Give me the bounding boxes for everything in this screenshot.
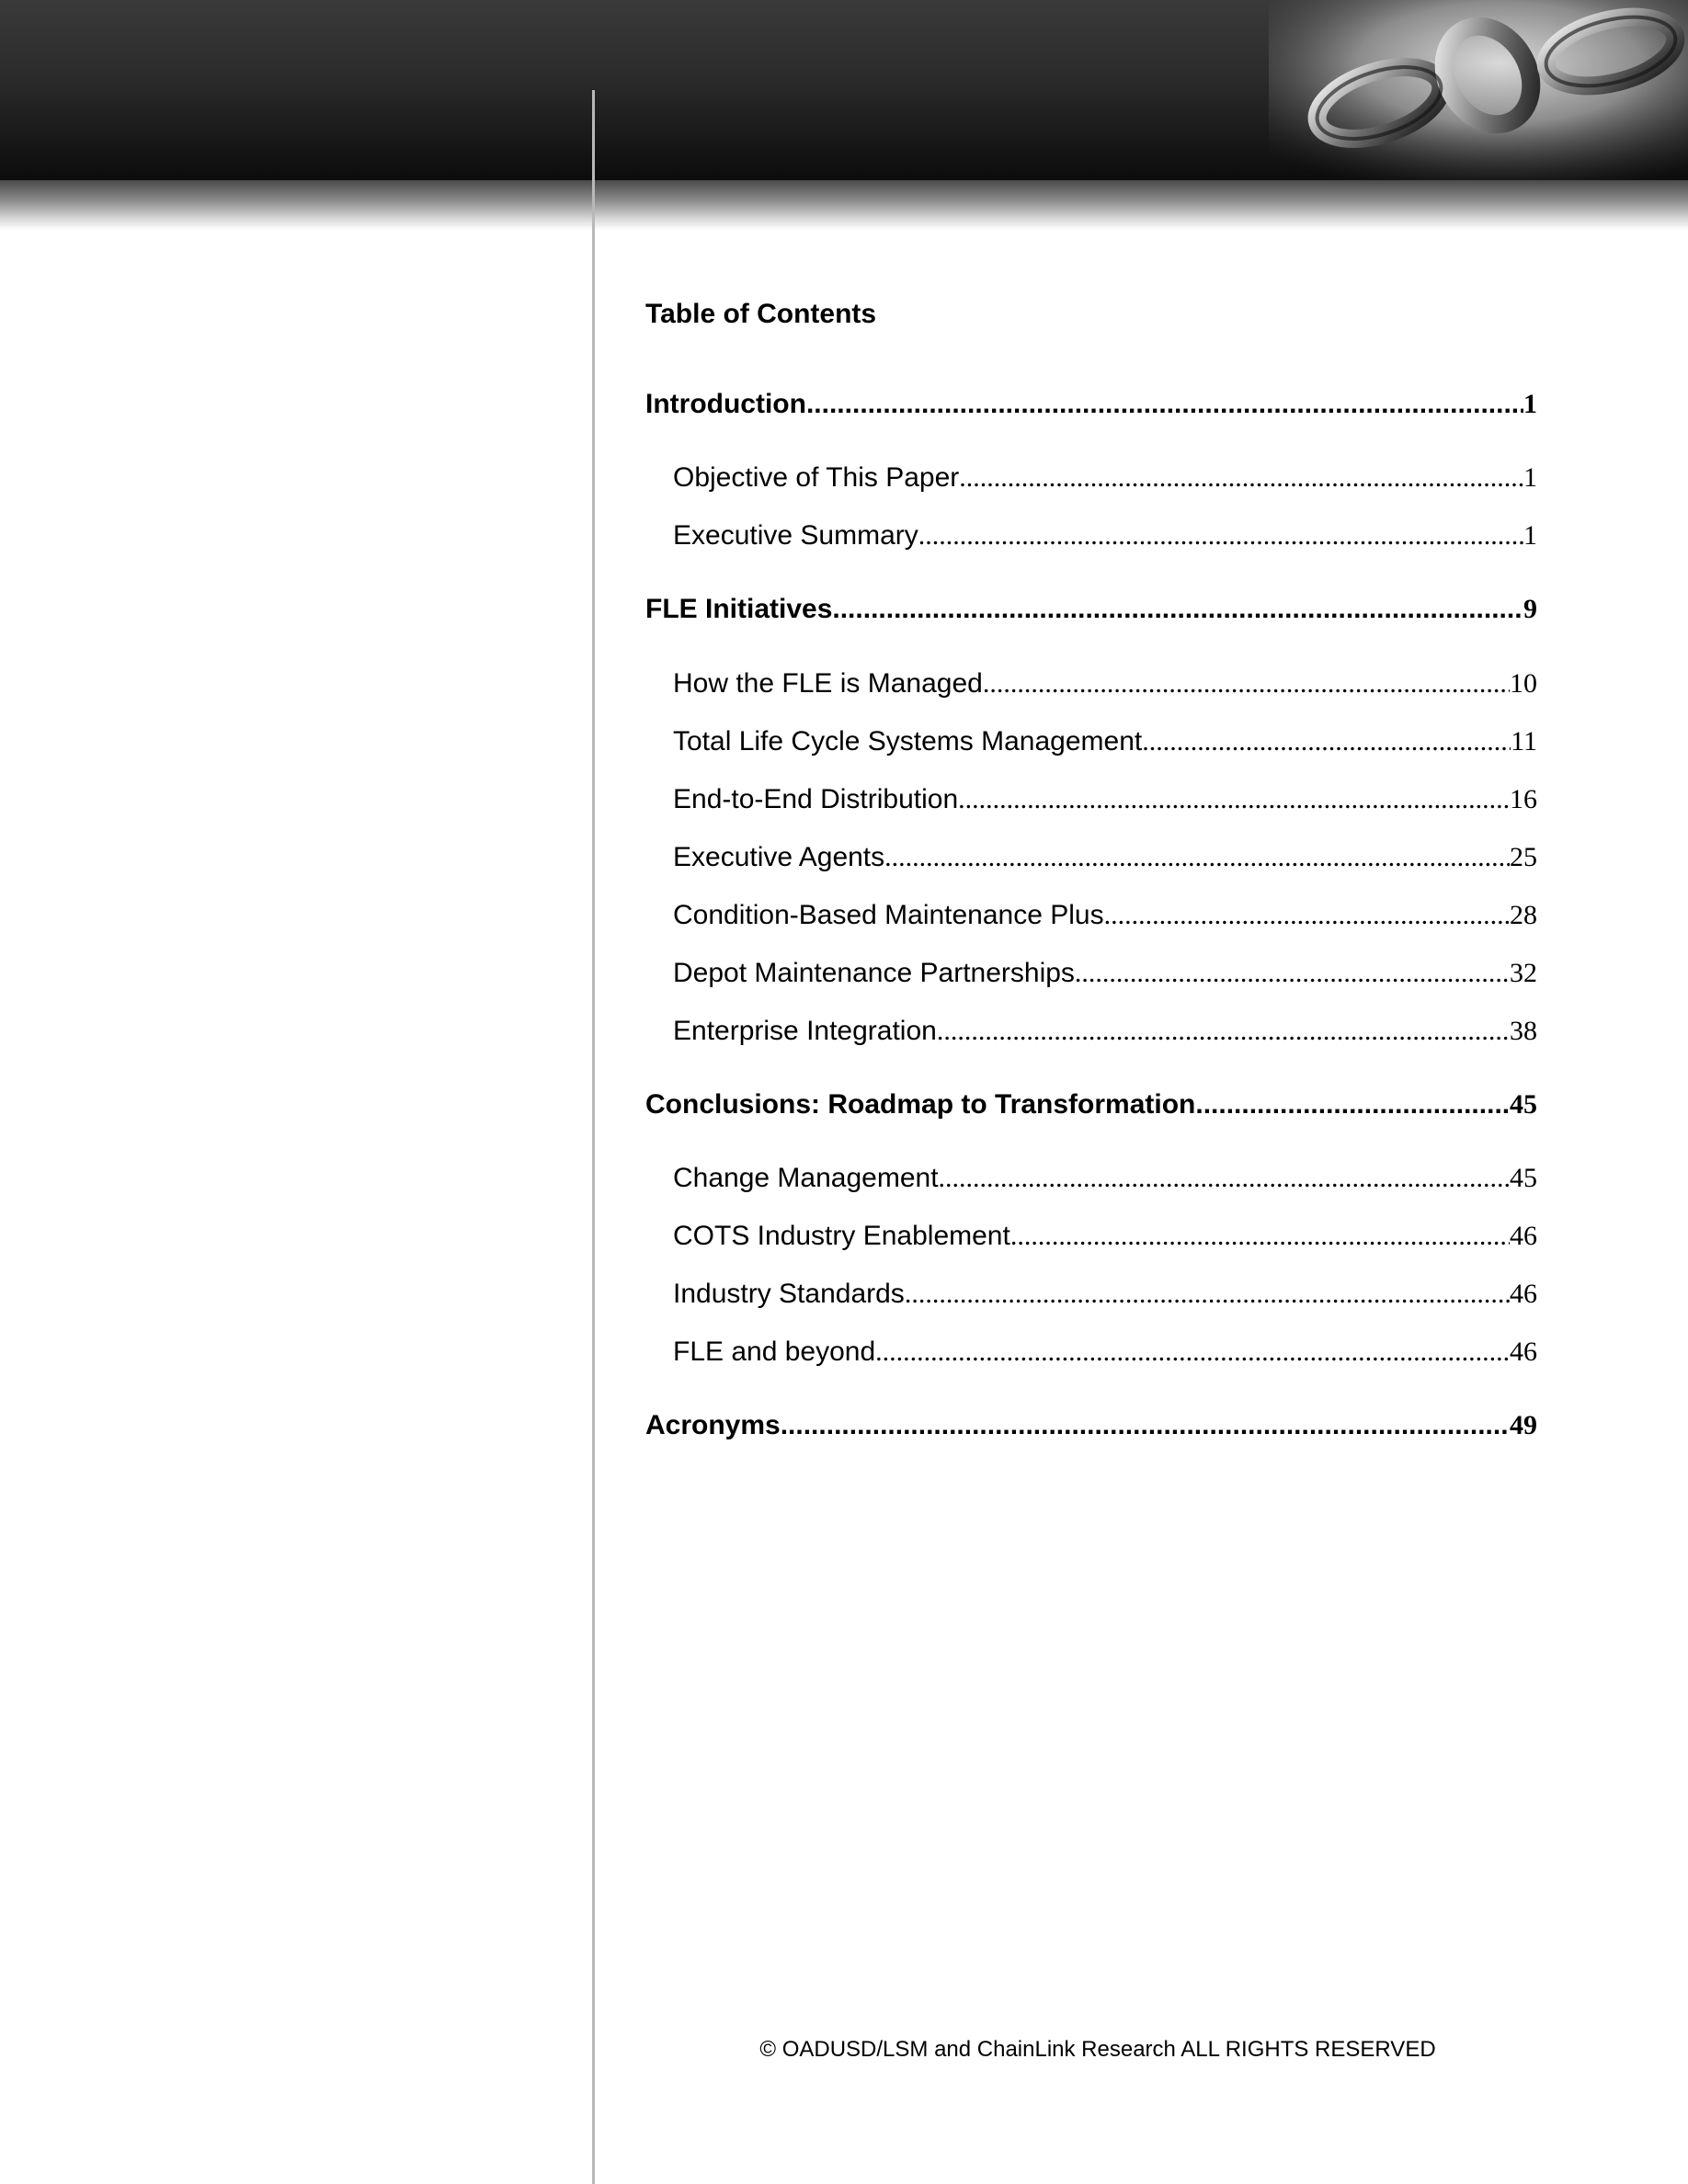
toc-entry-enterprise-integration[interactable]: [645, 1013, 1537, 1050]
toc-entry-objective[interactable]: [645, 460, 1537, 496]
toc-entry-label: COTS Industry Enablement: [673, 1221, 1010, 1251]
toc-entry-page: 25: [1510, 842, 1537, 872]
toc-entry-fle-beyond[interactable]: [645, 1334, 1537, 1371]
toc-entry-label: FLE and beyond: [673, 1337, 876, 1367]
dot-leader: [918, 518, 1523, 554]
toc-entry-label: FLE Initiatives: [645, 594, 833, 624]
toc-entry-label: End-to-End Distribution: [673, 784, 959, 814]
dot-leader: [905, 1276, 1510, 1313]
dot-leader: [832, 591, 1523, 628]
toc-entry-page: 11: [1511, 726, 1537, 756]
toc-entry-introduction[interactable]: [645, 386, 1537, 423]
toc-entry-industry-standards[interactable]: [645, 1276, 1537, 1313]
toc-entry-label: Enterprise Integration: [673, 1016, 937, 1046]
toc-entry-page: 28: [1510, 900, 1537, 930]
dot-leader: [1010, 1218, 1510, 1255]
copyright-footer: [592, 2036, 1603, 2064]
toc-entry-page: 1: [1523, 462, 1537, 493]
toc-entry-depot-partnerships[interactable]: [645, 955, 1537, 992]
toc-entry-label: Acronyms: [645, 1410, 781, 1440]
toc-entry-e2e-distribution[interactable]: [645, 781, 1537, 818]
dot-leader: [1104, 897, 1510, 934]
toc-entry-page: 10: [1510, 668, 1537, 699]
toc-entry-label: Executive Summary: [673, 520, 918, 551]
toc-entry-executive-agents[interactable]: [645, 839, 1537, 876]
dot-leader: [958, 781, 1510, 818]
toc-title: Table of Contents: [645, 299, 877, 329]
toc-entry-label: Industry Standards: [673, 1279, 905, 1309]
dot-leader: [806, 386, 1523, 423]
toc-entry-label: Conclusions: Roadmap to Transformation: [645, 1089, 1196, 1120]
toc-entry-tlcsm[interactable]: [645, 723, 1537, 760]
vertical-divider: [592, 90, 595, 2184]
toc-entry-page: 32: [1510, 958, 1537, 988]
toc-entry-executive-summary[interactable]: [645, 518, 1537, 554]
dot-leader: [875, 1334, 1510, 1371]
toc-entry-fle-managed[interactable]: [645, 665, 1537, 702]
toc-entry-page: 1: [1523, 389, 1537, 419]
toc-entry-label: Depot Maintenance Partnerships: [673, 958, 1075, 988]
toc-entry-label: How the FLE is Managed: [673, 668, 983, 699]
chain-links-image: [1269, 0, 1688, 180]
toc-entry-label: Condition-Based Maintenance Plus: [673, 900, 1104, 930]
toc-entry-change-management[interactable]: [645, 1160, 1537, 1197]
toc-entry-label: Change Management: [673, 1163, 939, 1193]
toc-entry-page: 49: [1510, 1410, 1537, 1440]
toc-entry-page: 1: [1523, 520, 1537, 551]
toc-entry-page: 45: [1510, 1089, 1537, 1120]
toc-entry-label: Introduction: [645, 389, 806, 419]
toc-entry-cots-enablement[interactable]: [645, 1218, 1537, 1255]
toc-entry-page: 45: [1510, 1163, 1537, 1193]
toc-entry-page: 9: [1523, 594, 1537, 624]
toc-entry-page: 46: [1510, 1279, 1537, 1309]
toc-entry-page: 46: [1510, 1337, 1537, 1367]
dot-leader: [1195, 1086, 1510, 1123]
toc-entry-label: Executive Agents: [673, 842, 885, 872]
dot-leader: [1075, 955, 1510, 992]
dot-leader: [781, 1407, 1510, 1444]
toc-entry-page: 38: [1510, 1016, 1537, 1046]
toc-entry-cbm-plus[interactable]: [645, 897, 1537, 934]
dot-leader: [1142, 723, 1511, 760]
toc-entry-acronyms[interactable]: [645, 1407, 1537, 1444]
copyright-text: OADUSD/LSM and ChainLink Research ALL RIGHTS RESERVED: [781, 2037, 1436, 2062]
dot-leader: [959, 460, 1523, 496]
toc-entry-label: Total Life Cycle Systems Management: [673, 726, 1143, 756]
toc-entry-fle-initiatives[interactable]: [645, 591, 1537, 628]
toc-entry-label: Objective of This Paper: [673, 462, 960, 493]
toc-entry-conclusions[interactable]: [645, 1086, 1537, 1123]
copyright-symbol: ©: [759, 2037, 777, 2062]
dot-leader: [983, 665, 1510, 702]
header-shadow: [0, 180, 1688, 230]
toc-entry-page: 16: [1510, 784, 1537, 814]
toc-entry-page: 46: [1510, 1221, 1537, 1251]
dot-leader: [884, 839, 1510, 876]
dot-leader: [939, 1160, 1510, 1197]
dot-leader: [937, 1013, 1510, 1050]
table-of-contents: [645, 292, 1537, 1440]
